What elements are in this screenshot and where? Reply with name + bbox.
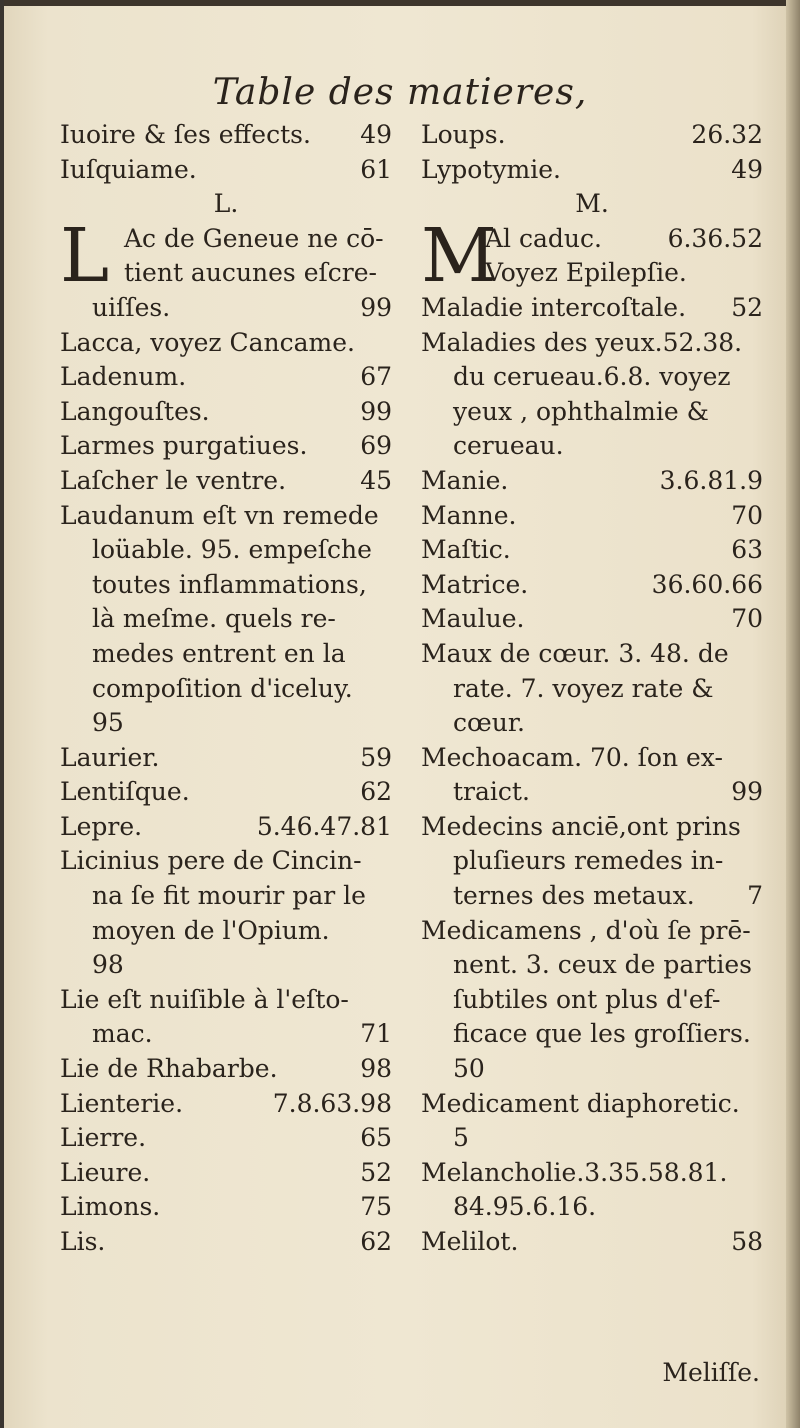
index-line bbox=[421, 326, 763, 361]
index-entry bbox=[421, 914, 763, 1087]
entry-text: Ac de Geneue ne cō- bbox=[124, 223, 384, 253]
index-line bbox=[60, 118, 392, 153]
entry-text: Al caduc. bbox=[485, 223, 602, 253]
entry-text: uiſſes. bbox=[92, 292, 171, 322]
index-entry bbox=[60, 775, 392, 810]
entry-text: 95 bbox=[92, 708, 124, 738]
index-line bbox=[60, 1052, 392, 1087]
right-column bbox=[421, 118, 763, 1260]
page-reference: 52 bbox=[731, 292, 763, 322]
index-entry bbox=[60, 1156, 392, 1191]
page-reference: 99 bbox=[360, 292, 392, 322]
index-line bbox=[421, 879, 763, 914]
index-line bbox=[60, 879, 392, 914]
entry-text: yeux , ophthalmie & bbox=[453, 396, 709, 426]
index-line bbox=[485, 222, 763, 257]
index-line bbox=[60, 1017, 392, 1052]
entry-text: na ſe fit mourir par le bbox=[92, 881, 366, 911]
index-line bbox=[421, 672, 763, 707]
index-line bbox=[421, 844, 763, 879]
entry-text: rate. 7. voyez rate & bbox=[453, 673, 714, 703]
index-entry bbox=[421, 499, 763, 534]
index-line bbox=[60, 1225, 392, 1260]
index-line bbox=[60, 360, 392, 395]
entry-text: Larmes purgatiues. bbox=[60, 431, 308, 461]
index-line bbox=[60, 983, 392, 1018]
index-line bbox=[60, 1087, 392, 1122]
index-line bbox=[60, 672, 392, 707]
entry-text: Lypotymie. bbox=[421, 154, 561, 184]
index-entry bbox=[421, 291, 763, 326]
index-entry bbox=[421, 741, 763, 810]
index-entry bbox=[421, 568, 763, 603]
entry-text: Manie. bbox=[421, 465, 509, 495]
index-entry bbox=[421, 118, 763, 153]
index-line bbox=[421, 291, 763, 326]
entry-text: Lepre. bbox=[60, 811, 143, 841]
entry-text: Melancholie.3.35.58.81. bbox=[421, 1157, 728, 1187]
index-entry bbox=[60, 464, 392, 499]
entry-text: traict. bbox=[453, 777, 530, 807]
index-line bbox=[421, 983, 763, 1018]
page-reference: 3.6.81.9 bbox=[659, 465, 763, 495]
entry-text: Laſcher le ventre. bbox=[60, 465, 287, 495]
entry-text: Iuoire & ſes effects. bbox=[60, 120, 311, 149]
index-entry bbox=[421, 533, 763, 568]
index-line bbox=[60, 1190, 392, 1225]
page-reference: 62 bbox=[360, 1227, 392, 1256]
index-line bbox=[421, 948, 763, 983]
index-line bbox=[421, 706, 763, 741]
index-entry bbox=[421, 1225, 763, 1260]
entry-text: Melilot. bbox=[421, 1227, 519, 1256]
entry-text: Maladies des yeux.52.38. bbox=[421, 327, 743, 357]
entry-text: cœur. bbox=[453, 708, 525, 738]
index-line bbox=[60, 395, 392, 430]
index-line bbox=[60, 533, 392, 568]
entry-text: Iuſquiame. bbox=[60, 154, 197, 184]
index-line bbox=[60, 291, 392, 326]
index-entry bbox=[60, 1121, 392, 1156]
index-line bbox=[421, 1156, 763, 1191]
page-reference: 52 bbox=[360, 1157, 392, 1187]
index-line bbox=[421, 1017, 763, 1052]
page-reference: 59 bbox=[360, 742, 392, 772]
entry-text: Lie eſt nuiſible à l'eſto- bbox=[60, 984, 349, 1014]
index-line bbox=[60, 741, 392, 776]
page-reference: 58 bbox=[731, 1227, 763, 1256]
section-letter: L. bbox=[213, 189, 239, 219]
page-top-edge bbox=[0, 0, 800, 6]
initial-entry bbox=[421, 212, 763, 299]
index-line bbox=[124, 222, 392, 257]
index-line bbox=[421, 775, 763, 810]
index-entry bbox=[421, 153, 763, 188]
entry-text: Maulue. bbox=[421, 604, 525, 634]
entry-text: Laudanum eſt vn remede bbox=[60, 500, 379, 530]
entry-text: 50 bbox=[453, 1054, 485, 1084]
index-line bbox=[421, 533, 763, 568]
entry-text: compoſition d'iceluy. bbox=[92, 673, 353, 703]
index-line bbox=[421, 118, 763, 153]
index-line bbox=[60, 602, 392, 637]
page-reference: 70 bbox=[731, 604, 763, 634]
page-reference: 49 bbox=[731, 154, 763, 184]
index-line bbox=[421, 429, 763, 464]
entry-text: là meſme. quels re- bbox=[92, 604, 336, 634]
entry-text: cerueau. bbox=[453, 431, 564, 461]
entry-text: du cerueau.6.8. voyez bbox=[453, 362, 731, 392]
index-line bbox=[421, 1087, 763, 1122]
index-line bbox=[60, 568, 392, 603]
index-line bbox=[60, 775, 392, 810]
entry-text: Matrice. bbox=[421, 569, 529, 599]
index-line bbox=[421, 153, 763, 188]
entry-text: Mechoacam. 70. ſon ex- bbox=[421, 742, 723, 772]
catchword: Meliſſe. bbox=[662, 1358, 760, 1387]
page-reference: 7.8.63.98 bbox=[272, 1088, 392, 1118]
entry-text: tient aucunes eſcre- bbox=[124, 258, 377, 288]
entry-text: Lis. bbox=[60, 1227, 106, 1256]
index-entry bbox=[60, 1225, 392, 1260]
index-entry bbox=[421, 637, 763, 741]
page-reference: 62 bbox=[360, 777, 392, 807]
left-column bbox=[60, 118, 392, 1260]
entry-text: 84.95.6.16. bbox=[453, 1192, 597, 1222]
page-reference: 65 bbox=[360, 1123, 392, 1153]
index-line bbox=[421, 741, 763, 776]
entry-text: Lienterie. bbox=[60, 1088, 184, 1118]
index-entry bbox=[421, 810, 763, 914]
page-left-edge bbox=[0, 0, 4, 1428]
index-line bbox=[421, 464, 763, 499]
index-entry bbox=[421, 464, 763, 499]
index-line bbox=[60, 464, 392, 499]
running-head: Table des matieres, bbox=[212, 72, 588, 113]
index-line bbox=[421, 360, 763, 395]
drop-cap: L bbox=[60, 212, 110, 299]
index-entry bbox=[421, 1087, 763, 1156]
index-line bbox=[60, 948, 392, 983]
index-entry bbox=[421, 1156, 763, 1225]
entry-text: Laurier. bbox=[60, 742, 160, 772]
index-entry bbox=[60, 499, 392, 741]
entry-text: moyen de l'Opium. bbox=[92, 915, 330, 945]
index-line bbox=[421, 810, 763, 845]
index-entry bbox=[60, 395, 392, 430]
index-entry bbox=[421, 602, 763, 637]
entry-text: Limons. bbox=[60, 1192, 161, 1222]
index-line bbox=[421, 1121, 763, 1156]
index-entry bbox=[60, 153, 392, 188]
page-reference: 71 bbox=[360, 1019, 392, 1049]
index-line bbox=[421, 914, 763, 949]
entry-text: toutes inflammations, bbox=[92, 569, 367, 599]
page-reference: 45 bbox=[360, 465, 392, 495]
entry-text: Licinius pere de Cincin- bbox=[60, 846, 362, 876]
index-line bbox=[60, 499, 392, 534]
page-reference: 67 bbox=[360, 362, 392, 392]
index-entry bbox=[60, 810, 392, 845]
index-line bbox=[60, 810, 392, 845]
entry-text: Langouſtes. bbox=[60, 396, 210, 426]
page-reference: 49 bbox=[360, 120, 392, 149]
initial-entry bbox=[60, 212, 392, 299]
index-line bbox=[60, 326, 392, 361]
section-letter: M. bbox=[575, 189, 609, 219]
entry-text: nent. 3. ceux de parties bbox=[453, 950, 752, 980]
entry-text: loüable. 95. empeſche bbox=[92, 535, 372, 565]
page-reference: 5.46.47.81 bbox=[256, 811, 392, 841]
entry-text: Medicament diaphoretic. bbox=[421, 1088, 740, 1118]
entry-text: Maux de cœur. 3. 48. de bbox=[421, 638, 729, 668]
index-entry bbox=[60, 741, 392, 776]
page-reference: 98 bbox=[360, 1054, 392, 1084]
drop-cap: M bbox=[421, 212, 497, 299]
index-line bbox=[60, 1121, 392, 1156]
entry-text: medes entrent en la bbox=[92, 638, 346, 668]
page-reference: 36.60.66 bbox=[651, 569, 763, 599]
index-entry bbox=[60, 983, 392, 1052]
index-line bbox=[421, 1225, 763, 1260]
entry-text: Voyez Epilepſie. bbox=[485, 258, 687, 288]
index-line bbox=[60, 429, 392, 464]
index-line bbox=[60, 1156, 392, 1191]
index-line bbox=[124, 256, 392, 291]
page-reference: 7 bbox=[747, 881, 763, 911]
entry-text: Loups. bbox=[421, 120, 506, 149]
index-entry bbox=[60, 1190, 392, 1225]
entry-text: 5 bbox=[453, 1123, 469, 1153]
entry-text: ficace que les groſſiers. bbox=[453, 1019, 751, 1049]
index-line bbox=[60, 706, 392, 741]
index-line bbox=[485, 256, 763, 291]
entry-text: pluſieurs remedes in- bbox=[453, 846, 724, 876]
entry-text: ſubtiles ont plus d'ef- bbox=[453, 984, 721, 1014]
page-reference: 69 bbox=[360, 431, 392, 461]
index-entry bbox=[60, 844, 392, 982]
index-entry bbox=[60, 326, 392, 361]
entry-text: Medicamens , d'où ſe prē- bbox=[421, 915, 751, 945]
entry-text: Maſtic. bbox=[421, 535, 511, 565]
entry-text: Medecins anciē,ont prins bbox=[421, 811, 741, 841]
page-reference: 99 bbox=[731, 777, 763, 807]
entry-text: Lierre. bbox=[60, 1123, 147, 1153]
page-reference: 26.32 bbox=[691, 120, 763, 149]
entry-text: Manne. bbox=[421, 500, 517, 530]
entry-text: Lieure. bbox=[60, 1157, 151, 1187]
index-entry bbox=[60, 360, 392, 395]
page-right-edge bbox=[786, 0, 800, 1428]
entry-text: 98 bbox=[92, 950, 124, 980]
index-line bbox=[421, 568, 763, 603]
index-line bbox=[421, 1052, 763, 1087]
index-line bbox=[60, 153, 392, 188]
index-line bbox=[421, 637, 763, 672]
page-reference: 63 bbox=[731, 535, 763, 565]
index-line bbox=[421, 395, 763, 430]
index-line bbox=[421, 1190, 763, 1225]
index-entry bbox=[60, 1052, 392, 1087]
entry-text: Ladenum. bbox=[60, 362, 187, 392]
index-entry bbox=[60, 1087, 392, 1122]
page-reference: 75 bbox=[360, 1192, 392, 1222]
index-entry bbox=[60, 429, 392, 464]
index-line bbox=[421, 602, 763, 637]
entry-text: ternes des metaux. bbox=[453, 881, 695, 911]
entry-text: Lacca, voyez Cancame. bbox=[60, 327, 356, 357]
page-reference: 99 bbox=[360, 396, 392, 426]
index-entry bbox=[60, 118, 392, 153]
entry-text: Lie de Rhabarbe. bbox=[60, 1054, 278, 1084]
index-line bbox=[421, 499, 763, 534]
page-reference: 61 bbox=[360, 154, 392, 184]
page-reference: 6.36.52 bbox=[667, 223, 763, 253]
index-line bbox=[60, 637, 392, 672]
index-line bbox=[60, 914, 392, 949]
entry-text: mac. bbox=[92, 1019, 153, 1049]
entry-text: Lentiſque. bbox=[60, 777, 190, 807]
index-line bbox=[60, 844, 392, 879]
entry-text: Maladie intercoſtale. bbox=[421, 292, 687, 322]
page-reference: 70 bbox=[731, 500, 763, 530]
index-entry bbox=[421, 326, 763, 464]
